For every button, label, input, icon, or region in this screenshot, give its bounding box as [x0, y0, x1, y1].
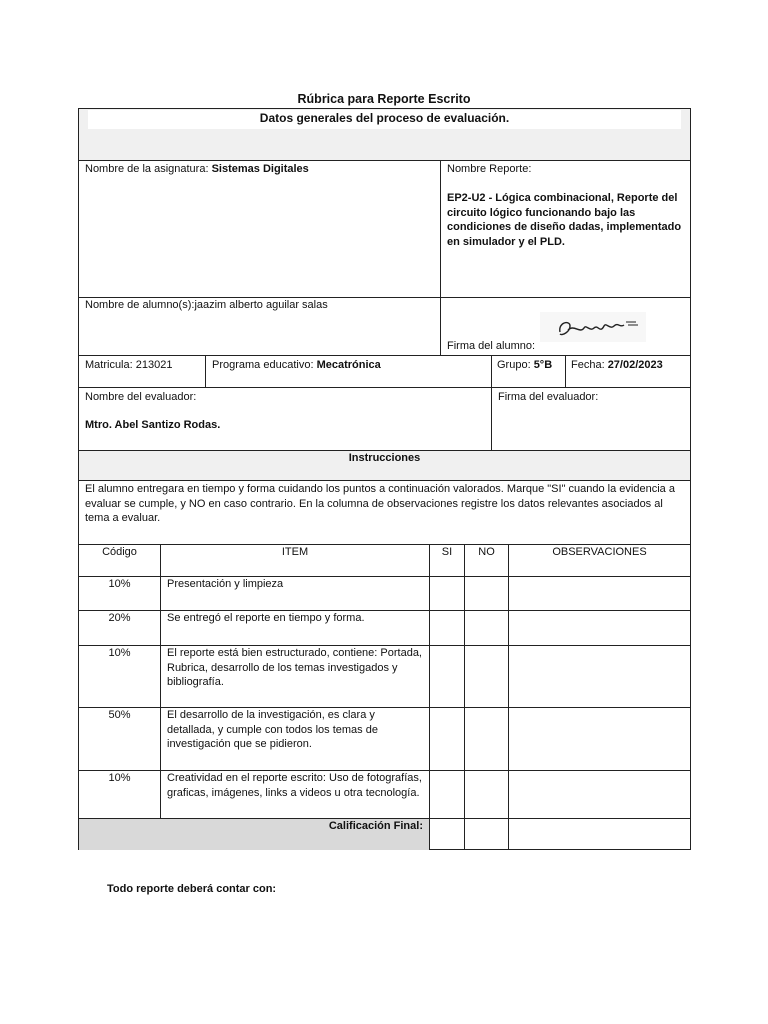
row-code: 10% [108, 647, 131, 659]
row-code: 20% [108, 612, 131, 624]
group-field [497, 358, 552, 373]
student-signature [540, 312, 646, 342]
course-field [85, 162, 309, 177]
instructions-text: El alumno entregara en tiempo y forma cuidando los puntos a continuación valorados. Marque "SI" cuando la evidencia a evaluar se cumple, y NO en caso contrario. En la columna de observaciones registre los datos relevantes asociados al tema a evaluar. [85, 483, 675, 525]
row-item: El reporte está bien estructurado, contiene: Portada, Rubrica, desarrollo de los temas investigados y bibliografía. [167, 647, 422, 689]
matricula-field [85, 358, 172, 373]
student-field [85, 298, 328, 313]
group-value: 5°B [533, 359, 553, 371]
row-item: Creatividad en el reporte escrito: Uso de fotografías, graficas, imágenes, links a videos u otra tecnología. [167, 772, 422, 799]
col-header-code: Código [102, 546, 137, 558]
program-label: Programa educativo: [212, 359, 317, 371]
footer-note: Todo reporte deberá contar con: [107, 883, 277, 895]
rule [565, 355, 566, 387]
student-value: jaazim alberto aguilar salas [194, 299, 328, 311]
program-field [212, 358, 381, 373]
rule [78, 355, 691, 356]
row-item: Presentación y limpieza [167, 578, 284, 590]
date-value: 27/02/2023 [607, 359, 663, 371]
rule [440, 160, 441, 355]
col-header-no: NO [478, 546, 495, 558]
course-value: Sistemas Digitales [211, 163, 309, 175]
matricula-value: 213021 [135, 359, 173, 371]
matricula-label: Matricula: [85, 359, 136, 371]
course-label: Nombre de la asignatura: [85, 163, 212, 175]
rule [491, 355, 492, 450]
row-item: El desarrollo de la investigación, es clara y detallada, y cumple con todos los temas de investigación que se pidieron. [167, 709, 378, 751]
evaluator-label: Nombre del evaluador: [85, 391, 197, 403]
row-item: Se entregó el reporte en tiempo y forma. [167, 612, 365, 624]
rule [205, 355, 206, 387]
group-label: Grupo: [497, 359, 534, 371]
col-header-si: SI [441, 546, 453, 558]
rule [78, 480, 691, 481]
general-header: Datos generales del proceso de evaluación. [259, 111, 510, 125]
report-label: Nombre Reporte: [447, 163, 532, 175]
row-code: 50% [108, 709, 131, 721]
rule [429, 544, 430, 850]
rule [464, 544, 465, 850]
student-signature-label: Firma del alumno: [447, 340, 536, 352]
evaluator-value: Mtro. Abel Santizo Rodas. [85, 419, 221, 431]
date-field [571, 358, 663, 373]
rule [160, 544, 161, 818]
rule [508, 544, 509, 850]
student-label: Nombre de alumno(s): [85, 299, 195, 311]
program-value: Mecatrónica [316, 359, 381, 371]
row-code: 10% [108, 578, 131, 590]
row-code: 10% [108, 772, 131, 784]
col-header-observations: OBSERVACIONES [552, 546, 647, 558]
final-grade-label: Calificación Final: [328, 820, 423, 832]
document-title: Rúbrica para Reporte Escrito [297, 92, 471, 106]
instructions-header: Instrucciones [348, 452, 421, 464]
date-label: Fecha: [571, 359, 608, 371]
rule [78, 387, 691, 388]
evaluator-signature-label: Firma del evaluador: [498, 391, 599, 403]
report-value: EP2-U2 - Lógica combinacional, Reporte del circuito lógico funcionando bajo las condiciones de diseño dadas, implementado en simulador y el PLD. [447, 192, 682, 248]
col-header-item: ITEM [281, 546, 309, 558]
rule [78, 160, 691, 161]
